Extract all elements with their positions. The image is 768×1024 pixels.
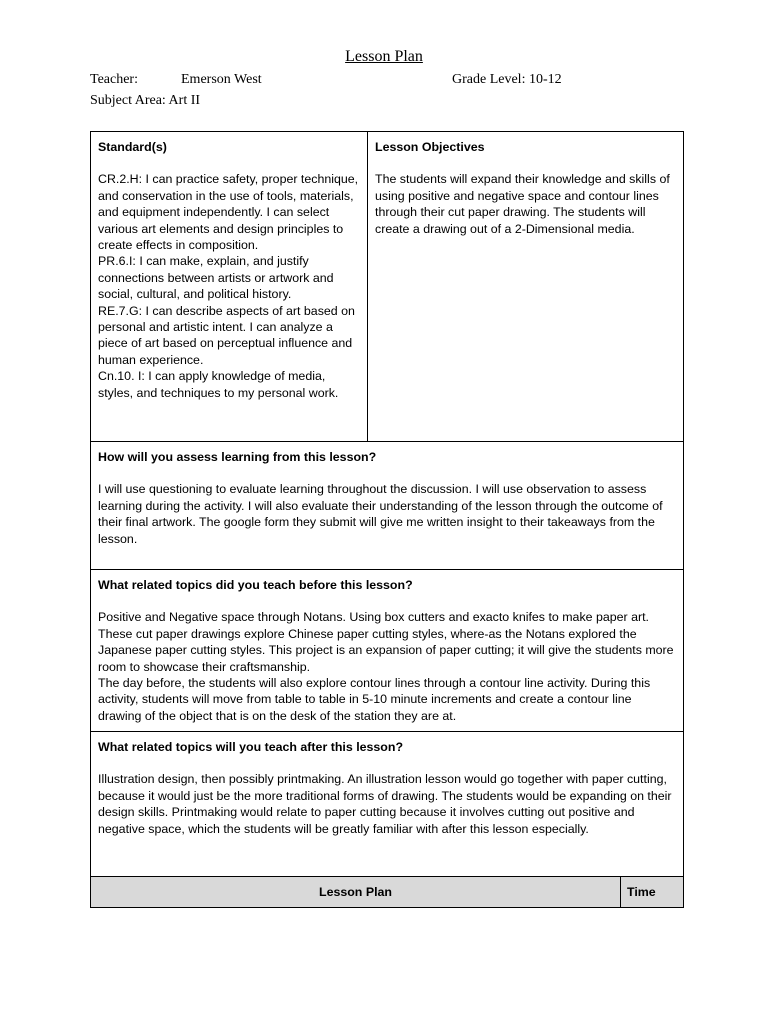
objectives-cell [368, 132, 683, 441]
lesson-table [90, 131, 684, 908]
standards-objectives-row [91, 132, 683, 442]
assess-row [91, 442, 683, 570]
plan-table-header [91, 877, 683, 907]
standards-heading: Standard(s) [98, 140, 167, 154]
before-heading: What related topics did you teach before this lesson? [98, 578, 413, 592]
before-row [91, 570, 683, 732]
objectives-heading: Lesson Objectives [375, 140, 485, 154]
assess-text: I will use questioning to evaluate learning throughout the discussion. I will use observation to assess learning during the activity. I will also evaluate their understanding of the lesson through the outcome of their final artwork. The google form they submit will give me written insight to their takeaways from the lesson. [98, 482, 663, 546]
grade-level [452, 72, 562, 88]
subject-area [90, 93, 200, 109]
document-title: Lesson Plan [345, 48, 423, 65]
after-heading: What related topics will you teach after this lesson? [98, 740, 404, 754]
before-cell [91, 570, 683, 731]
teacher-name: Emerson West [181, 72, 262, 87]
standard-item: RE.7.G: I can describe aspects of art based on personal and artistic intent. I can analyze a piece of art based on perceptual influence and human experience. [98, 303, 355, 367]
objectives-text: The students will expand their knowledge and skills of using positive and negative space and contour lines through their cut paper drawing. The students will create a drawing out of a 2-Dimensional media. [375, 172, 670, 236]
before-paragraph: The day before, the students will also explore contour lines through a contour line activity. During this activity, students will move from table to table in 5-10 minute increments and create a contour line drawing of the object that is on the desk of the station they are at. [98, 676, 651, 723]
standard-item: PR.6.I: I can make, explain, and justify connections between artists or artwork and social, cultural, and political history. [98, 254, 334, 302]
standard-item: Cn.10. I: I can apply knowledge of media, styles, and techniques to my personal work. [98, 369, 339, 400]
time-column-header: Time [627, 884, 656, 899]
after-text: Illustration design, then possibly printmaking. An illustration lesson would go together with paper cutting, because it would just be the more traditional forms of drawing. The students would be expanding on their design skills. Printmaking would relate to paper cutting because it involves cutting out positive and negative space, which the students will be greatly familiar with after this lesson especially. [98, 772, 672, 836]
grade-value: 10-12 [528, 72, 562, 87]
standard-item: CR.2.H: I can practice safety, proper technique, and conservation in the use of tools, materials, and equipment independently. I can select various art elements and design principles to create effects in composition. [98, 172, 359, 253]
subject-label: Subject Area: [90, 93, 166, 108]
assess-cell [91, 442, 683, 569]
after-cell [91, 732, 683, 876]
after-row [91, 732, 683, 877]
assess-heading: How will you assess learning from this lesson? [98, 450, 377, 464]
plan-column-header: Lesson Plan [91, 877, 621, 907]
grade-label: Grade Level: [452, 72, 526, 87]
subject-value: Art II [168, 93, 201, 108]
before-paragraph: Positive and Negative space through Notans. Using box cutters and exacto knifes to make paper art. These cut paper drawings explore Chinese paper cutting styles, where-as the Notans explored the Japanese paper cutting styles. This project is an expansion of paper cutting; it will give the students more room to showcase their craftsmanship. [98, 610, 674, 674]
standards-cell [91, 132, 368, 441]
teacher-label: Teacher: [90, 72, 138, 87]
